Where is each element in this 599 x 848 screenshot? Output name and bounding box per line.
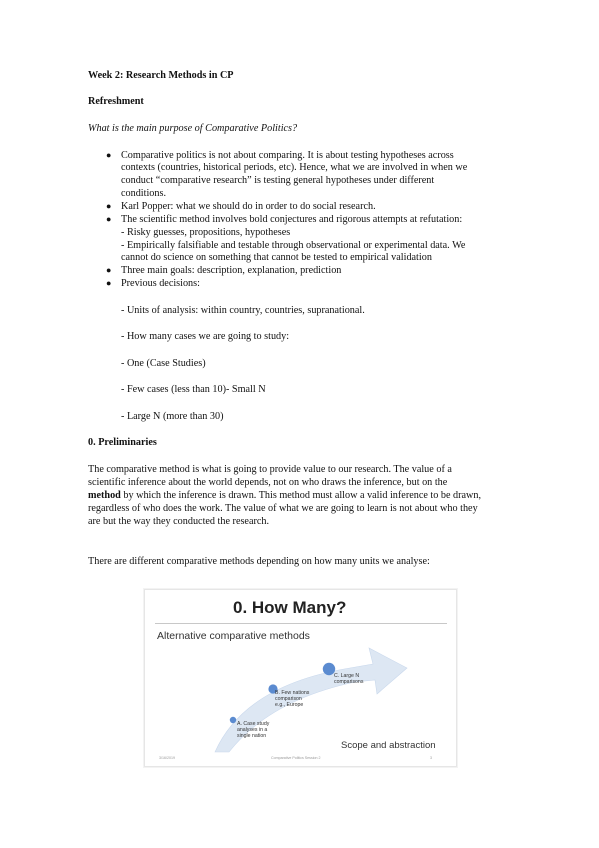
decision-item: - One (Case Studies) [121, 358, 206, 369]
paragraph-line: The comparative method is what is going to provide value to our research. The value of a [88, 464, 452, 475]
bullet-1-line-4: conditions. [121, 188, 166, 199]
label-line: analyses in a [237, 727, 268, 734]
label-line: comparisons [334, 679, 364, 686]
bullet-icon: ● [106, 150, 112, 160]
label-line: B. Few nations [275, 690, 310, 696]
slide-label-c [334, 673, 363, 685]
question-line: What is the main purpose of Comparative Politics? [88, 123, 298, 134]
slide-scope-label: Scope and abstraction [341, 740, 436, 751]
bullet-3-line-3: - Empirically falsifiable and testable through observational or experimental data. We [121, 240, 466, 251]
label-line: e.g., Europe [275, 702, 304, 709]
label-line: C. Large N [334, 673, 360, 679]
label-line: A. Case study [237, 721, 270, 727]
bullet-2-line-1: Karl Popper: what we should do in order to do social research. [121, 201, 376, 212]
paragraph-line: regardless of who does the work. The value of what we are going to learn is not about who they [88, 503, 478, 514]
bullet-1-line-1: Comparative politics is not about comparing. It is about testing hypotheses across [121, 150, 454, 161]
bullet-icon: ● [106, 265, 112, 275]
bullet-1-line-2: contexts (countries, historical periods, etc). Hence, what we are involved in when we [121, 162, 468, 173]
decision-item: - How many cases we are going to study: [121, 331, 290, 342]
slide-label-b [275, 690, 309, 709]
decision-item: - Few cases (less than 10)- Small N [121, 384, 266, 395]
bullet-4-line-1: Three main goals: description, explanation, prediction [121, 265, 342, 276]
bullet-1-line-3: conduct “comparative research” is testing general hypotheses under different [121, 175, 435, 186]
slide-label-a [237, 721, 269, 740]
label-line: comparison [275, 696, 302, 703]
decision-item: - Units of analysis: within country, countries, supranational. [121, 305, 365, 316]
methods-intro-line: There are different comparative methods depending on how many units we analyse: [88, 556, 430, 567]
bullet-5-line-1: Previous decisions: [121, 278, 200, 289]
section-heading-refreshment: Refreshment [88, 96, 144, 107]
section-heading-preliminaries: 0. Preliminaries [88, 437, 157, 448]
dot-a [230, 717, 236, 723]
bullet-icon: ● [106, 278, 112, 288]
slide-footer-title: Comparative Politics Session 2 [271, 756, 321, 760]
paragraph-line [88, 490, 481, 503]
embedded-slide [144, 589, 457, 767]
bullet-icon: ● [106, 214, 112, 224]
slide-subtitle: Alternative comparative methods [157, 630, 310, 642]
slide-title: 0. How Many? [233, 598, 347, 617]
paragraph-line: are but the way they conducted the research. [88, 516, 270, 527]
bullet-3-line-1: The scientific method involves bold conjectures and rigorous attempts at refutation: [121, 214, 463, 225]
bullet-3-line-2: - Risky guesses, propositions, hypotheses [121, 227, 291, 238]
label-line: single nation [237, 733, 267, 740]
bullet-3-line-4: cannot do science on something that cannot be tested to empirical validation [121, 252, 432, 263]
bold-method-word: method [88, 490, 121, 501]
bullet-icon: ● [106, 201, 112, 211]
paragraph-line: scientific inference about the world depends, not on who draws the inference, but on the [88, 477, 448, 488]
slide-footer-page: 3 [430, 756, 432, 760]
paragraph-line-rest: by which the inference is drawn. This method must allow a valid inference to be drawn, [120, 490, 482, 501]
page-title: Week 2: Research Methods in CP [88, 70, 234, 81]
slide-footer-date: 3/16/2019 [159, 756, 175, 760]
decision-item: - Large N (more than 30) [121, 411, 224, 422]
